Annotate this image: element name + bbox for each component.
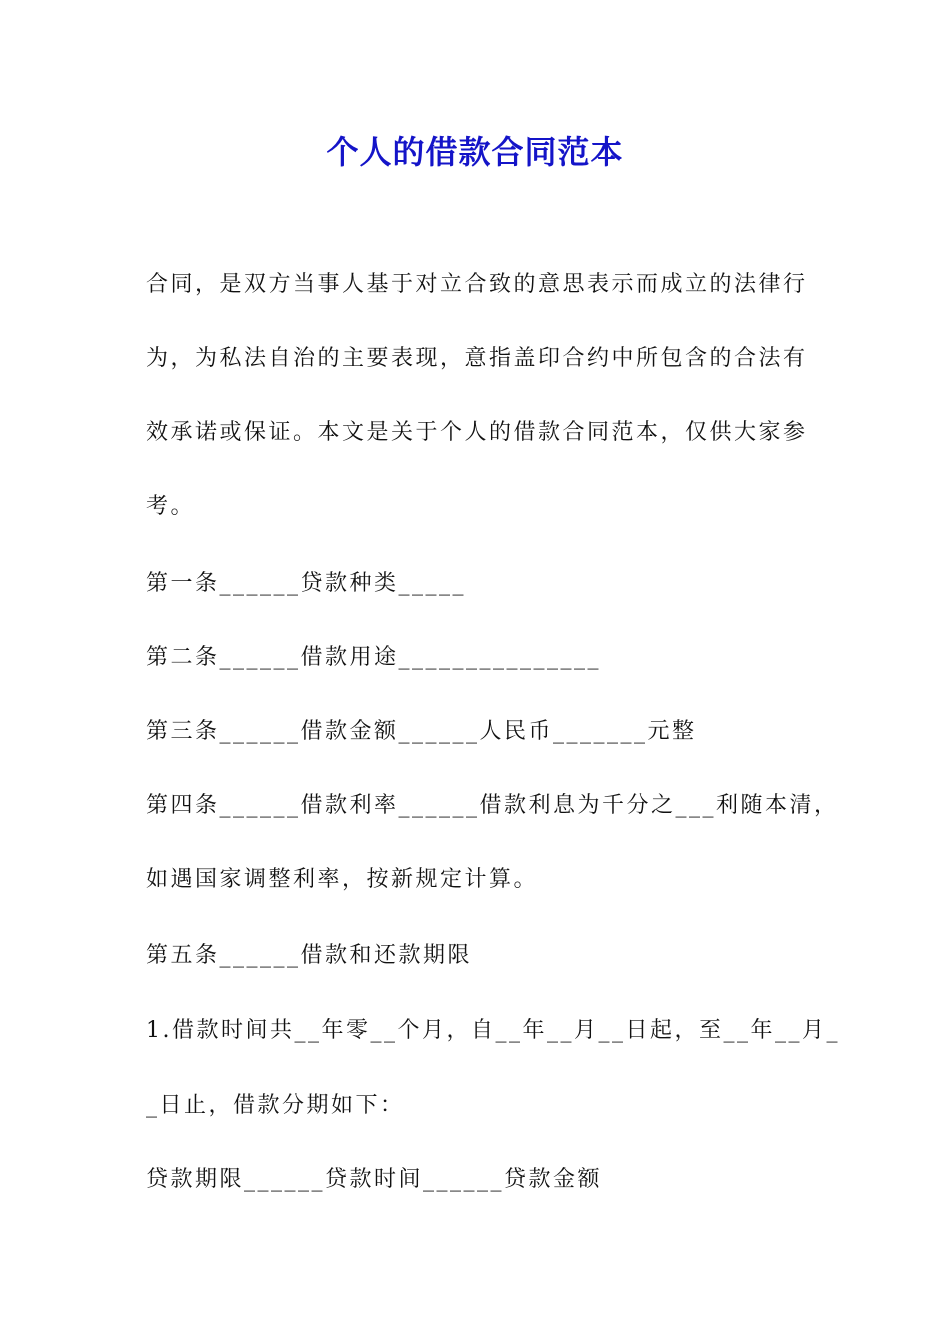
clause-line-1: 第一条______贷款种类_____ bbox=[146, 571, 467, 596]
clause-line-3: 第三条______借款金额______人民币_______元整 bbox=[146, 719, 697, 744]
document-title: 个人的借款合同范本 bbox=[326, 133, 624, 171]
clause-line-5: 如遇国家调整利率，按新规定计算。 bbox=[146, 867, 539, 892]
clause-line-7: 1.借款时间共__年零__个月，自__年__月__日起，至__年__月_ bbox=[146, 1018, 840, 1043]
clause-line-9: 贷款期限______贷款时间______贷款金额 bbox=[146, 1167, 603, 1192]
clause-line-8: _日止，借款分期如下： bbox=[146, 1093, 405, 1118]
clause-line-4: 第四条______借款利率______借款利息为千分之___利随本清， bbox=[146, 793, 839, 818]
clause-line-6: 第五条______借款和还款期限 bbox=[146, 943, 473, 968]
intro-paragraph: 合同，是双方当事人基于对立合致的意思表示而成立的法律行为，为私法自治的主要表现，意指盖印合约中所包含的合法有效承诺或保证。本文是关于个人的借款合同范本，仅供大家参考。 bbox=[146, 272, 808, 519]
clause-line-2: 第二条______借款用途_______________ bbox=[146, 645, 602, 670]
